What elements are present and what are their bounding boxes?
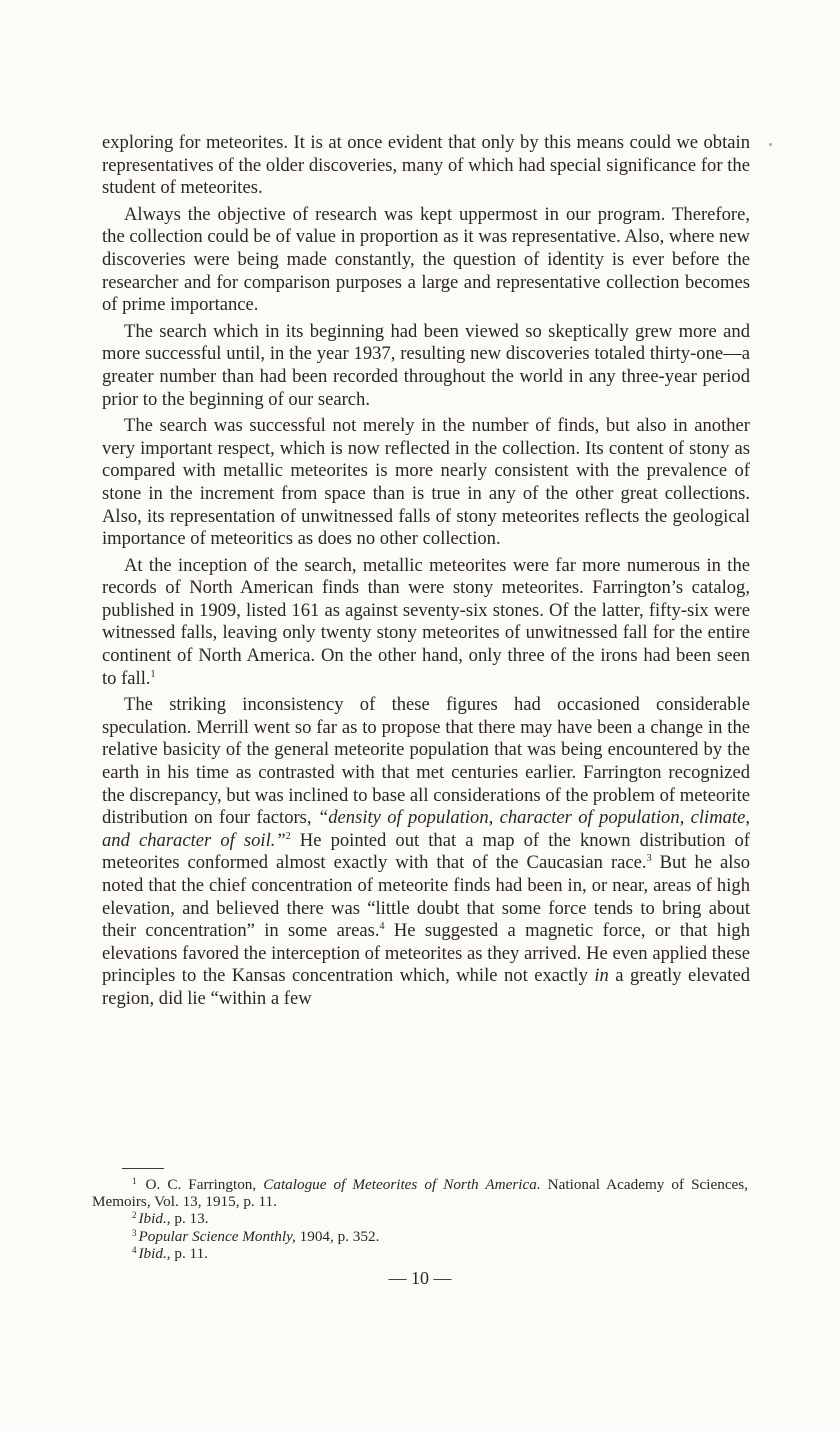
footnote bbox=[92, 1245, 748, 1262]
text-run: Always the objective of research was kept uppermost in our program. Therefore, the collection could be of value in proportion as it was representative. Also, where new discoveries were being made constantly, the question of identity is ever before the researcher and for comparison purposes a large and representative collection becomes of prime importance. bbox=[102, 203, 750, 316]
body-text bbox=[102, 132, 750, 1015]
text-run: a greatly elevated region, did lie “within a few bbox=[102, 965, 750, 1009]
text-run: He suggested a magnetic force, or that high elevations favored the interception of meteorites as they arrived. He even applied these principles to the Kansas concentration which, while not exactly bbox=[102, 920, 750, 987]
print-speck bbox=[769, 143, 772, 146]
footnote-number: 2 bbox=[132, 1210, 137, 1221]
footnote bbox=[92, 1176, 748, 1210]
footnote-ref: 4 bbox=[379, 921, 385, 933]
footnote-ref: 2 bbox=[285, 830, 291, 842]
text-run: At the inception of the search, metallic meteorites were far more numerous in the records of North American finds than were stony meteorites. Farrington’s catalog, published in 1909, listed 161 as against seventy-six stones. Of the latter, fifty-six were witnessed falls, leaving only twenty stony meteorites of unwitnessed fall for the entire continent of North America. On the other hand, only three of the irons had been seen to fall. bbox=[102, 554, 750, 689]
paragraph bbox=[102, 204, 750, 317]
footnote-ref: 1 bbox=[150, 668, 156, 680]
footnote-ref: 3 bbox=[646, 853, 652, 865]
footnote-number: 1 bbox=[132, 1176, 137, 1186]
paragraph bbox=[102, 694, 750, 1010]
footnote-number: 4 bbox=[132, 1244, 137, 1255]
text-run: The search was successful not merely in the number of finds, but also in another very important respect, which is now reflected in the collection. Its content of stony as compared with metallic meteorites is more nearly consistent with the prevalence of stone in the increment from space than is true in any of the other great collections. Also, its representation of unwitnessed falls of stony meteorites reflects the geological importance of meteoritics as does no other collection. bbox=[102, 415, 750, 550]
text-run: 1904, p. 352. bbox=[295, 1227, 380, 1245]
footnote-rule bbox=[122, 1168, 164, 1169]
text-run: But he also noted that the chief concentration of meteorite finds had been in, or near, areas of high elevation, and believed there was “little doubt that some force tends to bring about their concentration” in some areas. bbox=[102, 852, 751, 942]
page-number: — 10 — bbox=[388, 1268, 452, 1288]
text-run: The striking inconsistency of these figures had occasioned considerable speculation. Merrill went so far as to propose that there may have been a change in the relative basicity of the general meteorite population that was being encountered by the earth in his time as contrasted with that met centuries earlier. Farrington recognized the discrepancy, but was inclined to base all considerations of the problem of meteorite distribution on four factors, bbox=[102, 694, 750, 829]
italic-text: Catalogue of Meteorites of North America. bbox=[263, 1176, 541, 1193]
text-run: exploring for meteorites. It is at once evident that only by this means could we obtain representatives of the older discoveries, many of which had special significance for the student of meteorites. bbox=[102, 132, 750, 199]
footnote-number: 3 bbox=[132, 1227, 137, 1238]
footnote bbox=[92, 1210, 748, 1227]
italic-text: Popular Science Monthly, bbox=[138, 1227, 296, 1245]
text-run: The search which in its beginning had been viewed so skeptically grew more and more successful until, in the year 1937, resulting new discoveries totaled thirty-one—a greater number than had been recorded throughout the world in any three-year period prior to the beginning of our search. bbox=[102, 320, 750, 410]
italic-text: Ibid., bbox=[138, 1244, 171, 1262]
text-run: p. 13. bbox=[170, 1210, 209, 1228]
text-run: He pointed out that a map of the known distribution of meteorites conformed almost exactly with that of the Caucasian race. bbox=[102, 829, 750, 874]
paragraph bbox=[102, 555, 750, 691]
paragraph bbox=[102, 321, 750, 411]
footnote bbox=[92, 1228, 748, 1245]
footnotes bbox=[92, 1176, 748, 1262]
italic-text: “density of population, character of population, climate, and character of soil.” bbox=[102, 807, 750, 851]
text-run: National Academy of Sciences, Memoirs, Vol. 13, 1915, p. 11. bbox=[92, 1176, 749, 1211]
paragraph bbox=[102, 415, 750, 551]
text-run: O. C. Farrington, bbox=[138, 1176, 264, 1193]
text-run: p. 11. bbox=[170, 1244, 208, 1262]
italic-text: in bbox=[594, 965, 609, 987]
italic-text: Ibid., bbox=[138, 1210, 171, 1228]
paragraph bbox=[102, 132, 750, 200]
